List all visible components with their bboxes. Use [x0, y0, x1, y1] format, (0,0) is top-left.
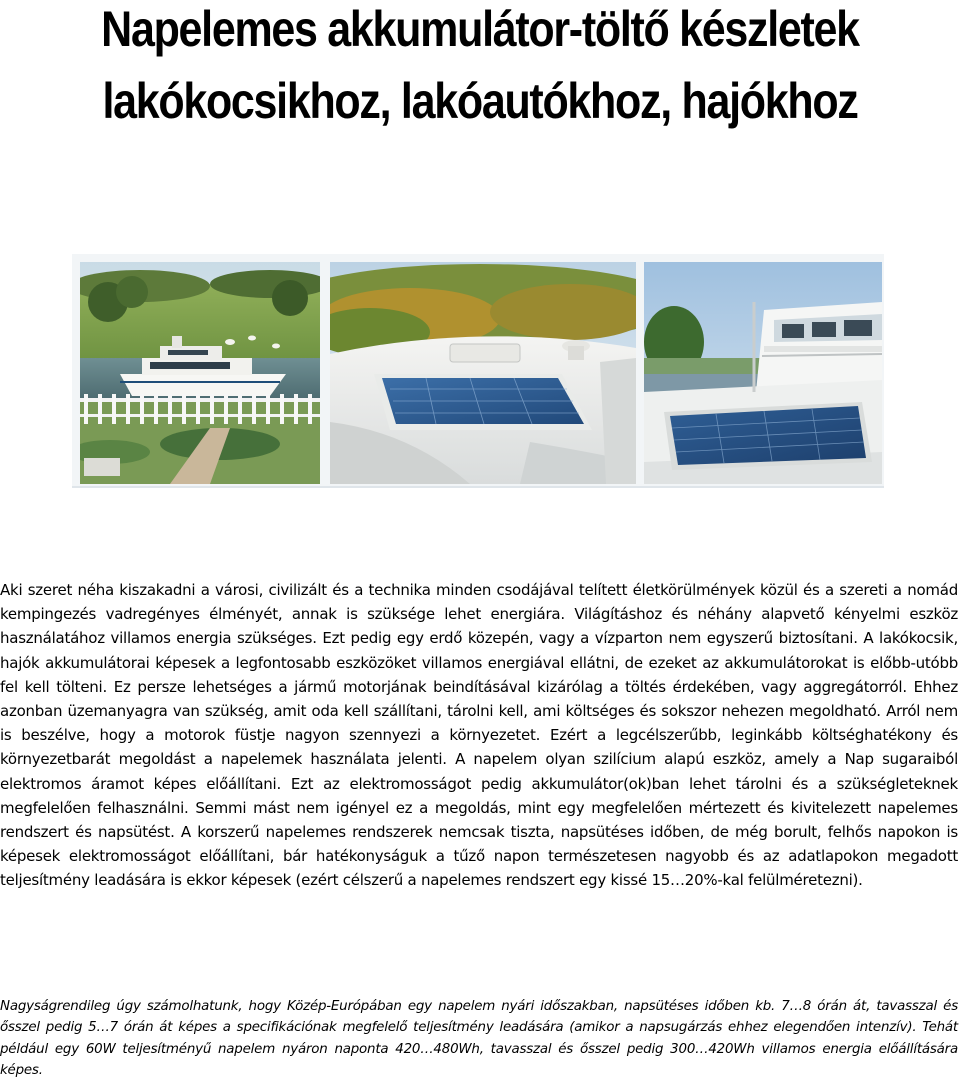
photo-caravan-solar-panel — [330, 262, 636, 484]
body-sentence: A lakókocsik, hajók akkumulátorai képesek a legfontosabb eszközöket villamos energiával ellátni, de ezeket az akkumulátorokat is előbb-utóbb fel kell tölteni. — [0, 629, 958, 696]
caravan-solar-illustration — [330, 262, 636, 484]
body-sentence: Világításhoz és néhány alapvető kényelmi eszköz használatához villamos energia szükséges. — [0, 605, 958, 648]
photo-boat-deck-solar-panel — [644, 262, 882, 484]
body-sentence: Ez persze lehetséges a jármű motorjának beindításával kizárólag a töltés érdekében, vagy aggregátorról. — [113, 677, 907, 696]
note-sentence: Tehát például egy 60W teljesítményű napelem nyáron naponta 420…480Wh, tavasszal és ősszel pedig 300…420Wh villamos energia előállítására képes. — [0, 1020, 958, 1079]
yacht-river-illustration — [80, 262, 320, 484]
page-title-line-2: lakókocsikhoz, lakóautókhoz, hajókhoz — [102, 73, 858, 129]
photo-strip — [72, 254, 884, 488]
body-sentence: Ezt pedig egy erdő közepén, vagy a vízparton nem egyszerű biztosítani. — [322, 629, 858, 648]
body-sentence: Arról nem is beszélve, hogy a motorok füstje nagyon szennyezi a környezetet. — [0, 702, 958, 745]
page-title-line-1: Napelemes akkumulátor-töltő készletek — [101, 1, 859, 57]
body-sentence: A korszerű napelemes rendszerek nemcsak tiszta, napsütéses időben, de még borult, felhős napokon is képesek elektromosságot előállítani, bár hatékonyságuk a tűző napon természetesen nagyobb és az adatlapokon megadott teljesítmény leadására is ekkor képesek (ezért célszerű a napelemes rendszert egy kissé 15…20%-kal felülméretezni). — [0, 823, 958, 890]
photo-yacht-river — [80, 262, 320, 484]
body-paragraph — [0, 578, 958, 893]
body-sentence: Ezt az elektromosságot pedig akkumulátor(ok)ban lehet tárolni és a szükségleteknek megfelelően felhasználni. — [0, 774, 958, 817]
note-paragraph — [0, 996, 958, 1082]
body-sentence: Ehhez azonban üzemanyagra van szükség, amit oda kell szállítani, tárolni kell, ami költséges és sokszor nehezen megoldható. — [0, 677, 958, 721]
body-sentence: A napelem olyan szilícium alapú eszköz, amely a Nap sugaraiból elektromos áramot képes előállítani. — [0, 750, 958, 793]
note-sentence: Nagyságrendileg úgy számolhatunk, hogy Közép-Európában egy napelem nyári időszakban, napsütéses időben kb. 7…8 órán át, tavasszal és ősszel pedig 5…7 órán át képes a specifikációnak megfelelő teljesítmény leadására (amikor a napsugárzás ehhez elegendően intenzív). — [0, 999, 958, 1036]
body-sentence: Semmi mást nem igényel ez a megoldás, mint egy megfelelően mértezett és kivitelezett napelemes rendszert és napsütést. — [0, 798, 958, 842]
boat-solar-illustration — [644, 262, 882, 484]
body-sentence: Aki szeret néha kiszakadni a városi, civilizált és a technika minden csodájával telített életkörülmények közül és a szereti a nomád kempingezés vadregényes élményét, annak is szüksége lehet energiára. — [0, 581, 958, 624]
body-sentence: Ezért a legcélszerűbb, leginkább költséghatékony és környezetbarát megoldást a napelemek használata jelenti. — [0, 726, 958, 769]
